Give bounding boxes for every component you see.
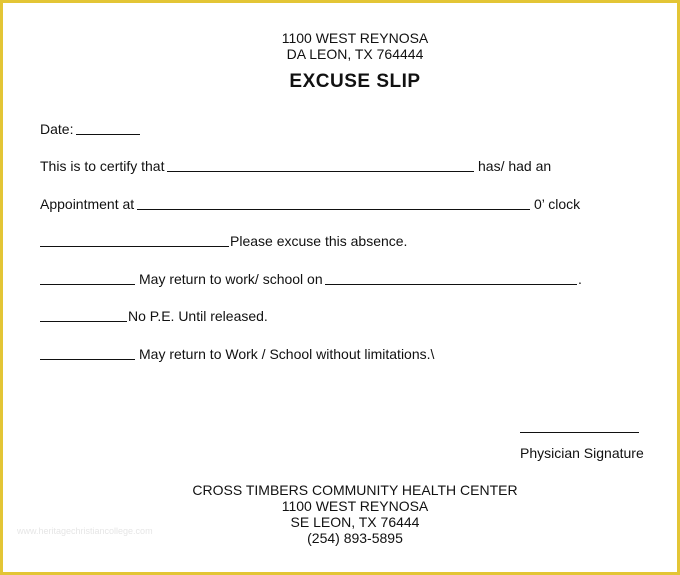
return-on-label: May return to work/ school on <box>139 271 323 287</box>
certify-label: This is to certify that <box>40 158 165 174</box>
return-on-check-blank[interactable] <box>40 284 135 285</box>
appointment-time-blank[interactable] <box>137 209 530 210</box>
footer-phone: (254) 893-5895 <box>307 530 403 546</box>
excuse-label: Please excuse this absence. <box>230 233 408 249</box>
footer-address-line2: SE LEON, TX 76444 <box>290 514 420 530</box>
patient-name-blank[interactable] <box>167 171 474 172</box>
date-blank[interactable] <box>76 134 140 135</box>
watermark-text: www.heritagechristiancollege.com <box>17 526 153 536</box>
date-label: Date: <box>40 121 74 137</box>
no-pe-blank[interactable] <box>40 321 127 322</box>
return-date-blank[interactable] <box>325 284 577 285</box>
no-pe-label: No P.E. Until released. <box>128 308 268 324</box>
no-limits-blank[interactable] <box>40 359 135 360</box>
header-address-line1: 1100 WEST REYNOSA <box>281 30 429 46</box>
appointment-label: Appointment at <box>40 196 135 212</box>
return-on-period: . <box>578 271 582 287</box>
has-had-label: has/ had an <box>478 158 552 174</box>
footer-address-line1: 1100 WEST REYNOSA <box>281 498 429 514</box>
signature-line[interactable] <box>520 432 639 433</box>
header-address-line2: DA LEON, TX 764444 <box>286 46 424 62</box>
excuse-blank[interactable] <box>40 246 229 247</box>
oclock-label: 0’ clock <box>534 196 581 212</box>
no-limits-label: May return to Work / School without limitations.\ <box>139 346 435 362</box>
signature-label: Physician Signature <box>520 445 644 461</box>
footer-org-name: CROSS TIMBERS COMMUNITY HEALTH CENTER <box>192 482 518 498</box>
document-title: EXCUSE SLIP <box>289 71 421 92</box>
